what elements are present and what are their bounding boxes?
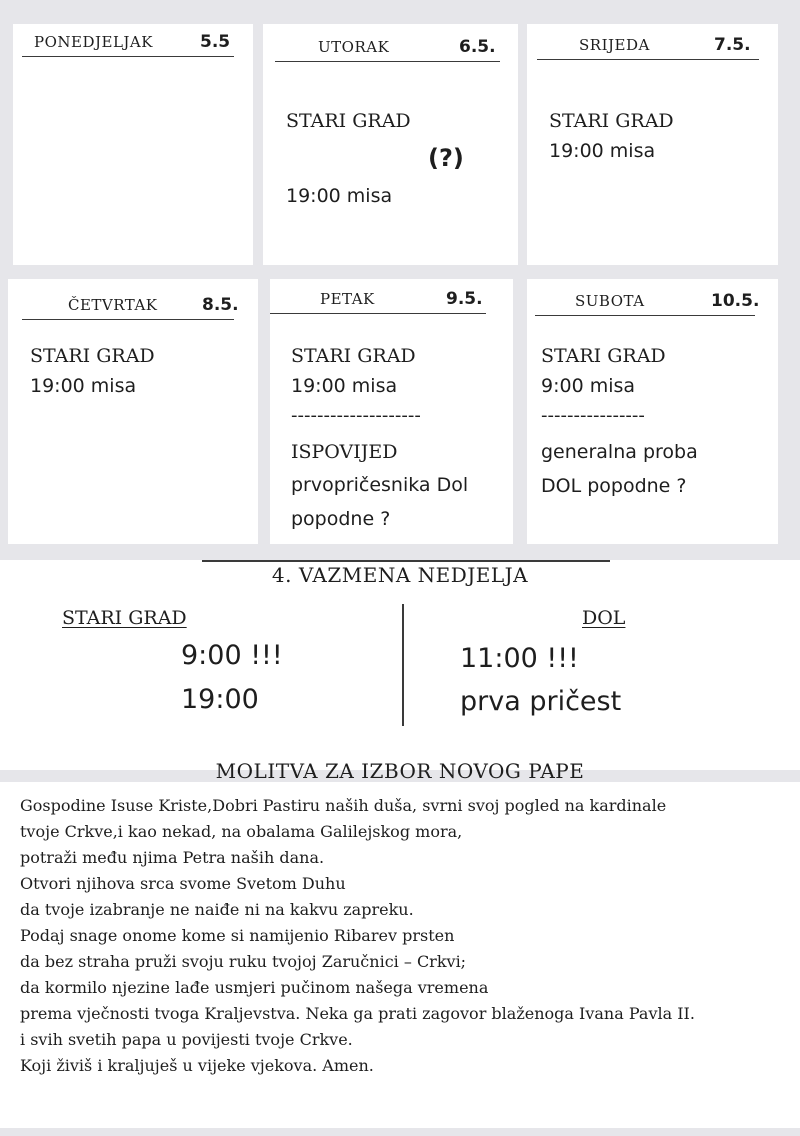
sunday-left-time-1: 9:00 !!! — [181, 640, 283, 671]
separator-dashes: ---------------- — [541, 405, 645, 426]
day-card-wednesday — [527, 24, 778, 265]
note-text: generalna proba — [541, 441, 698, 463]
prayer-line: potraži među njima Petra naših dana. — [20, 848, 325, 867]
prayer-title: MOLITVA ZA IZBOR NOVOG PAPE — [215, 759, 585, 783]
prayer-line: da bez straha pruži svoju ruku tvojoj Zaručnici – Crkvi; — [20, 952, 467, 971]
day-name: PONEDJELJAK — [34, 33, 153, 51]
mass-time-text: 9:00 misa — [541, 375, 636, 397]
prayer-line: Podaj snage onome kome si namijenio Ribarev prsten — [20, 926, 455, 945]
day-name: SRIJEDA — [579, 36, 650, 54]
day-name: SUBOTA — [575, 292, 645, 310]
prayer-line: Gospodine Isuse Kriste,Dobri Pastiru naših duša, svrni svoj pogled na kardinale — [20, 796, 667, 815]
prayer-line: da tvoje izabranje ne naiđe ni na kakvu zapreku. — [20, 900, 414, 919]
mass-time-text: 19:00 misa — [549, 140, 656, 162]
sunday-right-text-2: prva pričest — [460, 686, 622, 717]
day-date: 10.5. — [711, 291, 760, 311]
day-header — [22, 26, 234, 57]
day-card-monday — [13, 24, 253, 265]
location-text: STARI GRAD — [30, 345, 155, 367]
sunday-title: 4. VAZMENA NEDJELJA — [271, 563, 529, 587]
day-header — [270, 283, 486, 314]
prayer-line: Koji živiš i kraljuješ u vijeke vjekova. Amen. — [20, 1056, 374, 1075]
day-header — [22, 289, 239, 320]
prayer-line: i svih svetih papa u povijesti tvoje Crkve. — [20, 1030, 353, 1049]
day-name: ČETVRTAK — [68, 296, 158, 314]
day-header — [535, 285, 760, 316]
day-card-tuesday — [263, 24, 518, 265]
uncertain-mark: (?) — [428, 144, 464, 172]
day-card-thursday — [8, 279, 258, 544]
day-header — [537, 29, 759, 60]
day-date: 7.5. — [714, 35, 751, 55]
day-date: 5.5 — [200, 32, 231, 52]
location-text: STARI GRAD — [291, 345, 416, 367]
note-text: DOL popodne ? — [541, 475, 687, 497]
prayer-line: da kormilo njezine lađe usmjeri pučinom našega vremena — [20, 978, 489, 997]
day-card-saturday — [527, 279, 778, 544]
note-text: prvopričesnika Dol — [291, 474, 469, 496]
sunday-right-time-1: 11:00 !!! — [460, 643, 579, 674]
note-text: popodne ? — [291, 508, 391, 530]
day-header — [275, 31, 500, 62]
prayer-line: tvoje Crkve,i kao nekad, na obalama Galilejskog mora, — [20, 822, 463, 841]
sunday-divider — [402, 604, 404, 726]
prayer-line: Otvori njihova srca svome Svetom Duhu — [20, 874, 346, 893]
day-name: PETAK — [320, 290, 375, 308]
location-text: STARI GRAD — [549, 110, 674, 132]
mass-time-text: 19:00 misa — [291, 375, 398, 397]
prayer-line: prema vječnosti tvoga Kraljevstva. Neka ga prati zagovor blaženoga Ivana Pavla II. — [20, 1004, 695, 1023]
mass-time-text: 19:00 misa — [30, 375, 137, 397]
sunday-top-rule — [202, 560, 610, 562]
sunday-left-place: STARI GRAD — [62, 607, 187, 629]
location-text: STARI GRAD — [286, 110, 411, 132]
mass-time-text: 19:00 misa — [286, 185, 393, 207]
note-text: ISPOVIJED — [291, 441, 398, 463]
sunday-left-time-2: 19:00 — [181, 684, 259, 715]
separator-dashes: -------------------- — [291, 405, 421, 426]
prayer-text — [20, 793, 795, 1079]
day-name: UTORAK — [318, 38, 390, 56]
day-date: 6.5. — [459, 37, 496, 57]
sunday-right-place: DOL — [582, 607, 626, 629]
day-date: 8.5. — [202, 295, 239, 315]
day-card-friday — [270, 279, 513, 544]
day-date: 9.5. — [446, 289, 483, 309]
footer-strip — [0, 1128, 800, 1136]
location-text: STARI GRAD — [541, 345, 666, 367]
